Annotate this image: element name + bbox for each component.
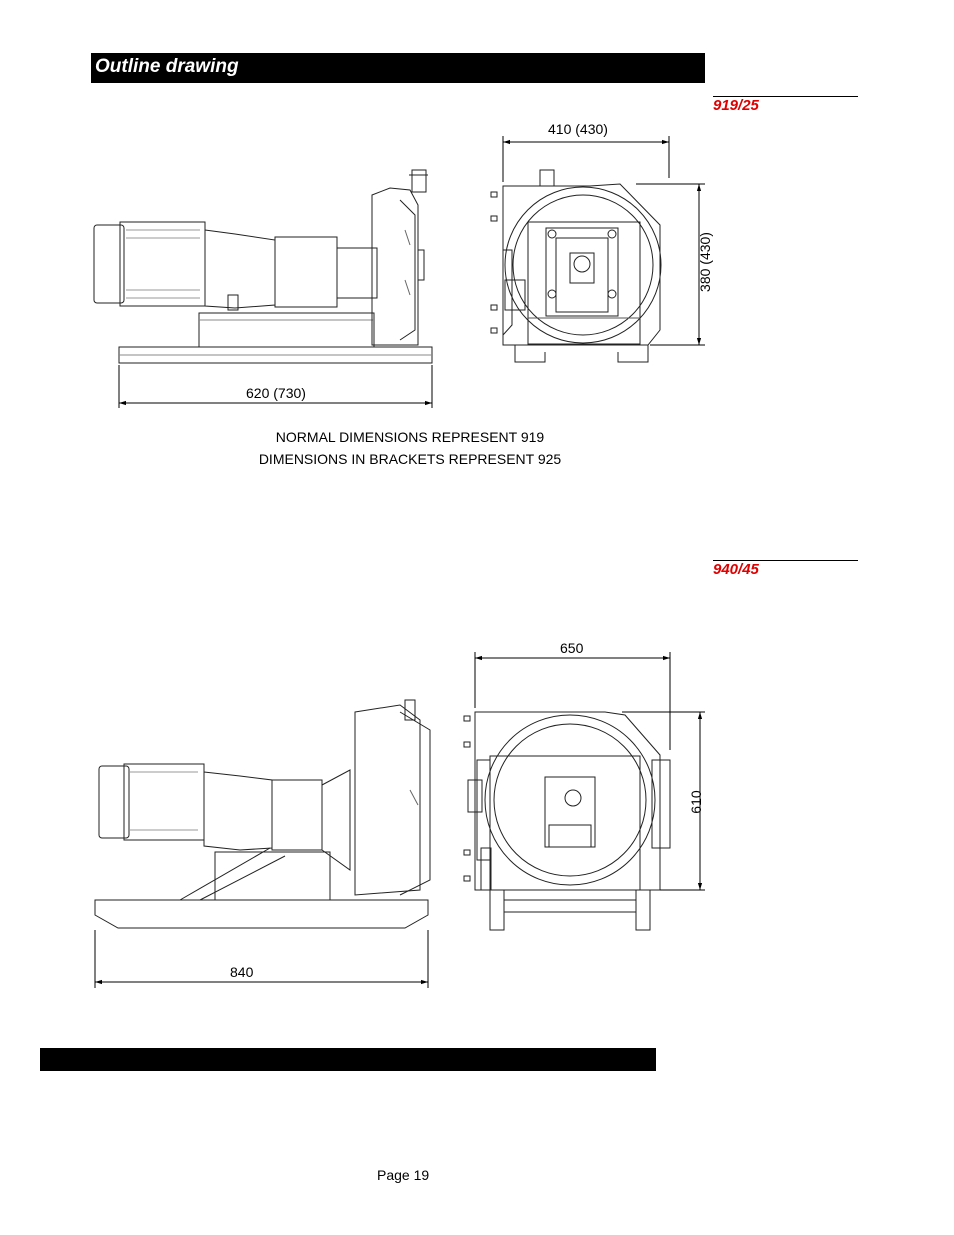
dim-919-width: 410 (430)	[548, 121, 608, 137]
section-title: Outline drawing	[95, 56, 239, 77]
dim-940-length: 840	[230, 964, 254, 980]
note-bracket-dimensions: DIMENSIONS IN BRACKETS REPRESENT 925	[258, 451, 562, 467]
dim-919-length: 620 (730)	[246, 385, 306, 401]
pump-919-side-view	[94, 170, 432, 363]
dim-940-height: 610	[688, 790, 704, 814]
section-bar-lower	[40, 1048, 656, 1071]
dim-919-height: 380 (430)	[697, 232, 713, 292]
dim-940-width: 650	[560, 640, 584, 656]
model-label-919: 919/25	[713, 97, 759, 114]
page-number: Page 19	[377, 1167, 430, 1183]
note-normal-dimensions: NORMAL DIMENSIONS REPRESENT 919	[275, 429, 545, 445]
pump-940-side-view	[95, 700, 430, 928]
pump-940-front-view	[464, 712, 670, 930]
pump-919-front-view	[491, 170, 661, 362]
model-label-940: 940/45	[713, 561, 759, 578]
